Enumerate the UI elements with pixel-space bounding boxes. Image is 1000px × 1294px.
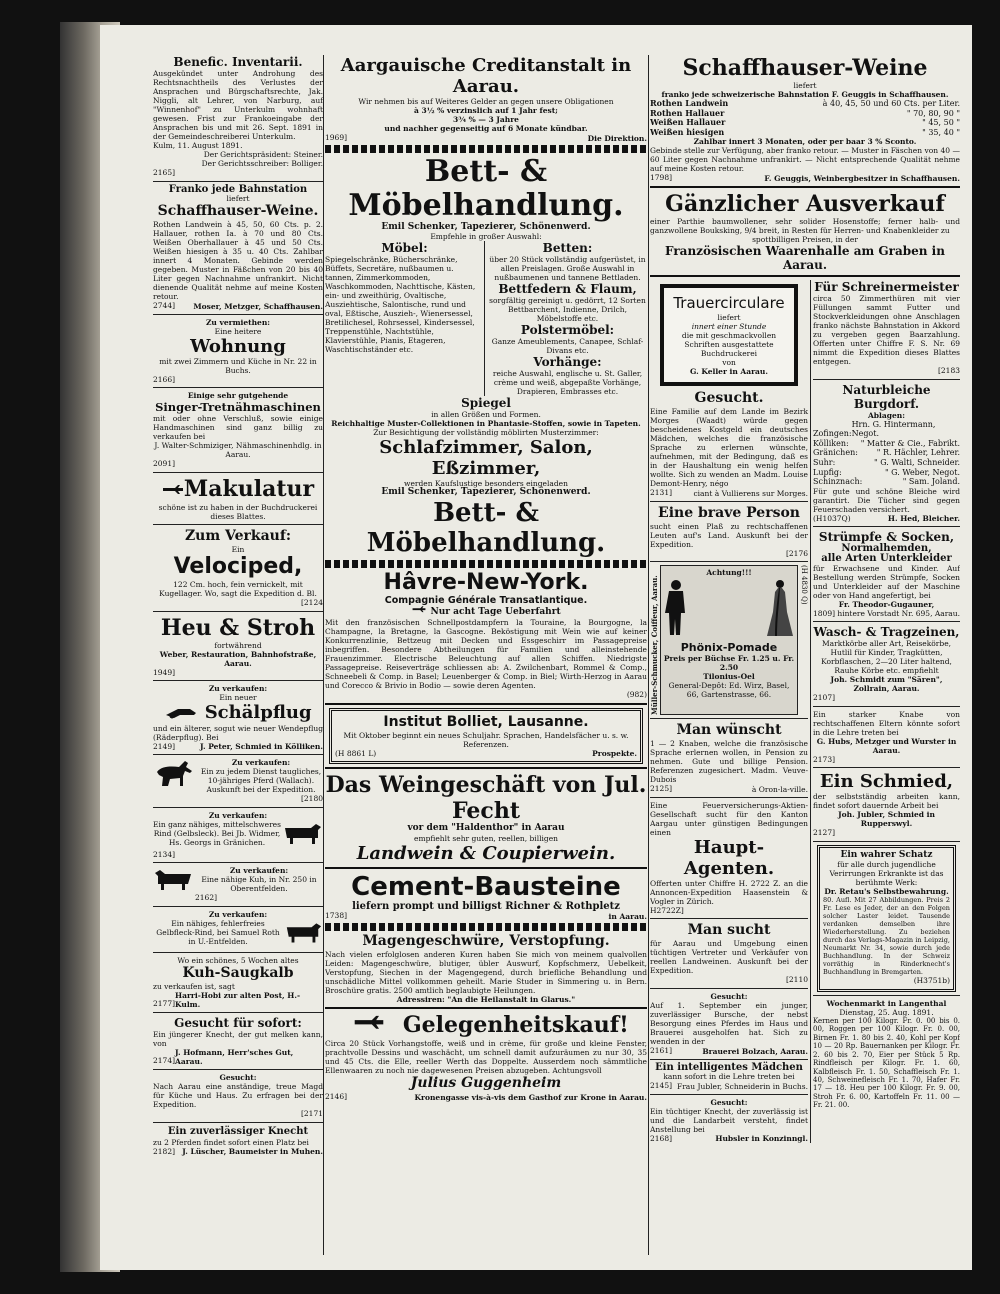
ad-phoenix-pomade: Müller-Schmucker, Coiffeur, Aarau. Achtung!!! Phönix-Pomade Preis per Büchse Fr. 1.25 u. Fr. 2.50 Tilonius-Oel General-Depôt: Ed. Wirz, Basel, 66, Gartenstrasse, 66. (H 4830 Q) (650, 565, 808, 716)
depot-list (813, 420, 960, 487)
ad-schmied: Ein Schmied, der selbstständig arbeiten kann, findet sofort dauernde Arbeit bei Joh. Jubler, Schmied in Rupperswyl. 2127] (813, 771, 960, 838)
market-report-langenthal: Wochenmarkt in Langenthal Dienstag, 25. Aug. 1891. Kernen per 100 Kilogr. Fr. 0. 00 bis 0. 00, Roggen per 100 Kilogr. Fr. 0. 00, Birnen Fr. 1. 80 bis 2. 40, Kohl per Kopf 10 — 20 Rp. Bauernanken per Kilogr. Fr. 2. 60 bis 2. 70, Eier per Stück 5 Rp. Rindfleisch per Kilogr. Fr. 1. 60, Kalbfleisch Fr. 1. 50, Schaffleisch Fr. 1. 40, Schweinefleisch Fr. 1. 70, Hafer Fr. 17 — 18. Heu per 100 Kilogr. Fr. 9. 00, Stroh Fr. 6. 00, Kartoffeln Fr. 11. 00 — Fr. 21. 00. (813, 999, 960, 1110)
ad-brave-person: Eine brave Person sucht einen Plaß zu rechtschaffenen Leuten auf's Land. Auskunft bei der Expedition. [2176 (650, 504, 808, 558)
ad-singer-naehmaschinen: Einige sehr gutgehende Singer-Tretnähmaschinen mit oder ohne Verschluß, sowie einige Handmaschinen sind ganz billig zu verkaufen bei J. Walter-Schmiziger, Nähmaschinenhdlg. in Aarau. 2091] (153, 391, 323, 469)
item-label: Gränichen: (813, 448, 858, 458)
ad-knecht-pferde: Ein zuverlässiger Knecht zu 2 Pferden findet sofort einen Platz bei 2182] J. Lüscher, Baumeister in Muhen. (153, 1125, 323, 1157)
ornament-band (325, 923, 647, 931)
item-label: Rothen Hallauer (650, 107, 725, 118)
column-right (650, 55, 960, 1143)
ornament-band (325, 560, 647, 568)
cow-icon (153, 866, 195, 903)
item-value: " 70, 80, 90 " (906, 108, 960, 118)
list-item (813, 439, 960, 449)
item-value: " R. Hächler, Lehrer. (876, 448, 960, 458)
ad-man-wuenscht: Man wünscht 1 — 2 Knaben, welche die französische Sprache erlernen wollen, in Pension zu nehmen. Gute und billige Pension. Referenzen zugesichert. Madm. Veuve-Dubois 2125] à Oron-la-ville. (650, 722, 808, 794)
item-label: Weißen hiesigen (650, 126, 725, 137)
column-middle (325, 55, 647, 1102)
cow-icon (281, 820, 323, 850)
horse-icon (153, 758, 197, 804)
man-figure-icon (663, 577, 689, 641)
item-label: Zofingen: (813, 429, 852, 439)
list-item (813, 468, 960, 478)
ad-wahrer-schatz: Ein wahrer Schatz für alle durch jugendliche Verirrungen Erkrankte ist das berühmte Werk: Dr. Retau's Selbstbewahrung. 80. Aufl. Mit 27 Abbildungen. Preis 2 Fr. Lese es Jeder, der an den Folgen solcher Laster leidet. Tausende verdanken demselben ihre Wiederherstellung. Zu beziehen durch das Verlags-Magazin in Leipzig, Neumarkt Nr. 34, sowie durch jede Buchhandlung. In der Schweiz vorräthig in Rinderknecht's Buchhandlung in Bremgarten. (H3751b) (817, 845, 956, 992)
wine-price-list (650, 99, 960, 137)
pointing-hand-icon (162, 477, 184, 503)
ad-bett-moebelhandlung: Bett- & Möbelhandlung. Emil Schenker, Tapezierer, Schönenwerd. Empfehle in großer Auswahl: Möbel: Spiegelschränke, Bücherschränke, Büffets, Secretäre, nußbaumen u. tannen, Zimmerkommoden, Waschkommoden, Nachttische, Kästen, ein- und zweithürig, Ovaltische, Ausziehtische, Salontische, rund und oval, Eßtische, Auszieh-, Wienersessel, Bretilichesel, Rohrsessel, Kindersessel, Treppenstühle, Nachtstühle, Klavierstühle, Pianis, Etageren, Waschtischständer etc. Betten: über 20 Stück vollständig aufgerüstet, in allen Preislagen. Große Auswahl in nußbaumenen und tannene Bettladen. Bettfedern & Flaum, sorgfältig gereinigt u. gedörrt, 12 Sorten Bettbarchent, Indienne, Drilch, Möbelstoffe etc. Polstermöbel: Ganze Ameublements, Canapee, Schlaf-Divans etc. Vorhänge: reiche Auswahl, englische u. St. Galler, crème und weiß, abgepaßte Vorhänge, Drapieren, Embrasses etc. Spiegel in allen Größen und Formen. Reichhaltige Muster-Collektionen in Phantasie-Stoffen, sowie in Tapeten. Zur Besichtigung der vollständig möblirten Musterzimmer: Schlafzimmer, Salon, Eßzimmer, werden Kaufslustige besonders eingeladen Emil Schenker, Tapezierer, Schönenwerd. Bett- & Möbelhandlung. (325, 153, 646, 558)
ad-benefic-inventarii: Benefic. Inventarii. Ausgekündet unter Androhung des Rechtsnachtheils des Verlustes der Ansprachen und Bürgschaftsrechte, Jak. Niggli, alt Lehrer, von Narburg, auf "Winnenhof" zu Unterkulm wohnhaft gewesen. Frist zur Frankoeingabe der Ansprachen bis und mit 26. Sept. 1891 in der Gemeindeschreiberei Unterkulm. Kulm, 11. August 1891. Der Gerichtspräsident: Steiner. Der Gerichtsschreiber: Bolliger. 2165] (153, 55, 323, 177)
ad-franko-bahnstation: Franko jede Bahnstation liefert Schaffhauser-Weine. Rothen Landwein à 45, 50, 60 Cts. p. 2. Hallauer, rothen Ia. à 70 und 80 Cts. Weißen Oberhallauer à 45 und 50 Cts. Weißen hiesigen à 35 u. 40 Cts. Zahlbar innert 4 Monaten. Gebinde werden gegeben. Muster in Fäßchen von 20 bis 40 Liter gegen Nachnahme unfrankirt. Nicht dienende Qualität nehme auf meine Kosten retour. 2744] Moser, Metzger, Schaffhausen. (153, 183, 323, 311)
item-value: à 40, 45, 50 und 60 Cts. per Liter. (822, 99, 960, 108)
column-rule (648, 55, 649, 1255)
item-value: " G. Walti, Schneider. (873, 457, 960, 467)
ad-haupt-agenten: Eine Feuerversicherungs-Aktien-Gesellschaft sucht für den Kanton Aargau unter günstigen Bedingungen einen Haupt-Agenten. Offerten unter Chiffre H. 2722 Z. an die Annoncen-Expedition Haasenstein & Vogler in Zürich. H2722Z] (650, 800, 808, 915)
ad-kuh-saugkalb: Wo ein schönes, 5 Wochen altes Kuh-Saugkalb zu verkaufen ist, sagt 2177] Harri-Hobi zur alten Post, H.-Kulm. (153, 956, 301, 1010)
ad-gesucht-familie: Gesucht. Eine Familie auf dem Lande im Bezirk Morges (Waadt) würde gegen bescheidenes Kostgeld ein deutsches Mädchen, welches die französische Sprache zu erlernen wünschte, aufnehmen, mit der Bedingung, daß es in der Haushaltung ein wenig helfen wollte. Sich zu wenden an Madm. Louise Demont-Henry, négo 2131] ciant à Vullierens sur Morges. (650, 389, 808, 498)
ad-schaelpflug: Zu verkaufen: Ein neuer Schälpflug und ein älterer, sogut wie neuer Wendepflug (Räderpflug). Bei 2149] J. Peter, Schmied in Kölliken. (153, 684, 323, 752)
list-item (813, 458, 960, 468)
woman-figure-icon (765, 577, 795, 641)
ad-wasch-tragzeinen: Wasch- & Tragzeinen, Marktkörbe aller Art, Reisekörbe, Hutlil für Kinder, Tragkütten, Korbflaschen, 2—20 Liter haltend, Rauhe Körbe etc. empfiehlt Joh. Schmidt zum "Sären", Zollrain, Aarau. 2107] (813, 625, 960, 703)
newspaper-page (100, 25, 972, 1270)
ad-magd: Gesucht: Nach Aarau eine anständige, treue Magd für Küche und Haus. Zu erfragen bei der Expedition. [2171 (153, 1073, 323, 1119)
ad-gesucht-bursche: Gesucht: Auf 1. September ein junger, zuverlässiger Bursche, der nebst Besorgung eines Pferdes im Haus und Brauerei ausgeholfen hat. Sich zu wenden in der 2161] Brauerei Bolzach, Aarau. (650, 991, 808, 1056)
column-left (153, 55, 323, 1156)
ad-schreinermeister: Für Schreinermeister circa 50 Zimmerthüren mit vier Füllungen sammt Futter und Stockverkleidungen ohne Anschlagen franko nächste Bahnstation in Akkord zu vergeben gegen Baarzahlung. Offerten unter Chiffre F. S. Nr. 69 nimmt die Expedition dieses Blattes entgegen. [2183 (813, 279, 960, 375)
ad-weingeschaeft-fecht: Das Weingeschäft von Jul. Fecht vor dem "Haldenthor" in Aarau empfiehlt sehr guten, reellen, billigen Landwein & Coupierwein. (325, 772, 647, 864)
item-label: Rothen Landwein (650, 98, 729, 108)
list-item (650, 128, 960, 138)
ad-gesucht-knecht: Gesucht: Ein tüchtiger Knecht, der zuverlässig ist und die Landarbeit versteht, findet Anstellung bei 2168] Hubsler in Konzinngl. (650, 1097, 808, 1144)
ad-kuh: Zu verkaufen: Eine nähige Kuh, in Nr. 250 in Oberentfelden. 2162] (153, 866, 323, 903)
item-label: Suhr: (813, 457, 836, 467)
ad-wohnung: Zu vermiethen: Eine heitere Wohnung mit zwei Zimmern und Küche in Nr. 22 in Buchs. 2166] (153, 317, 317, 384)
ad-naturbleiche: Naturbleiche Burgdorf. Ablagen: Zofingen: Hrn. G. Hintermann, Negot. Kölliken: " Matter & Cie., Fabrikt. Gränichen: " R. Hächler, Lehrer. Suhr: " G. Walti, Schneider. Lupfig: " G. Weber, Negot. Schinznach: " Sam. Joland. Für gute und schöne Bleiche wird garantirt. Die Tücher sind gegen Feuerschaden versichert. (H1037Q) H. Hed, Bleicher. (813, 382, 960, 524)
list-item (813, 477, 960, 487)
item-value: " Matter & Cie., Fabrikt. (860, 438, 960, 448)
column-rule (323, 55, 324, 1255)
cow-icon (283, 919, 323, 949)
item-value: " Sam. Joland. (902, 477, 960, 487)
ad-havre-new-york: Hâvre-New-York. Compagnie Générale Transatlantique. Nur acht Tage Ueberfahrt Mit den französischen Schnellpostdampfern la Touraine, la Bourgogne, la Champagne, la Bretagne, la Gascogne. Beköstigung mit Wein wie auf keiner Konkurrenzlinie, Bettzeug mit Decken und Essgeschirr im Passagepreise inbegriffen. Besondere Abtheilungen für Familien und alleinstehende Frauenzimmer. Electrische Beleuchtung auf allen Schiffen. Niedrigste Passagepreise. Reiseverträge schliessen ab: A. Zwilchenbart, Rommel & Comp., Schneebeli & Comp. in Basel; Leuenberger & Comp. in Biel; Wirth-Herzog in Aarau und Corecco & Brivio in Bodio — sowie deren Agenten. (982) (325, 569, 647, 699)
ornament-band (325, 145, 647, 153)
ad-knecht: Gesucht für sofort: Ein jüngerer Knecht, der gut melken kann, von 2174] J. Hofmann, Herr'sches Gut, Aarau. (153, 1016, 323, 1067)
list-item (813, 420, 960, 439)
ad-ausverkauf: Gänzlicher Ausverkauf einer Parthie baumwollener, sehr solider Hosenstoffe; ferner halb- und ganzwollene Bouksking, 9/4 breit, in Resten für Herren- und Knabenkleider zu spottbilligen Preisen, in der Französischen Waarenhalle am Graben in Aarau. (650, 190, 960, 272)
item-label: Schinznach: (813, 477, 863, 487)
item-label: Lupfig: (813, 467, 842, 477)
ad-magengeschwuere: Magengeschwüre, Verstopfung. Nach vielen erfolglosen anderen Kuren haben Sie mich von meinem qualvollen Leiden: Magengeschwüre, blutiger, übler Auswurf, Kopfschmerz, Uebelkeit, Verstopfung, Siechen in der Magengegend, durch briefliche Behandlung und unschädliche Mittel vollkommen geheilt. Marie Studer in Simmering u. in Bern. Broschüre gratis. 2500 amtlich beglaubigte Heilungen. Adressiren: "An die Heilanstalt in Glarus." (325, 932, 647, 1004)
ad-pferd: Zu verkaufen: Ein zu jedem Dienst taugliches, 10-jähriges Pferd (Wallach). Auskunft bei der Expedition. [2180 (153, 758, 323, 804)
ad-man-sucht: Man sucht für Aarau und Umgebung einen tüchtigen Vertreter und Verkäufer von reellen Landweinen. Auskunft bei der Expedition. [2110 (650, 922, 808, 985)
ad-institut-bolliet: Institut Bolliet, Lausanne. Mit Oktober beginnt ein neues Schuljahr. Sprachen, Handelsfächer u. s. w. Referenzen. (H 8861 L) Prospekte. (329, 708, 643, 765)
ad-creditanstalt: Aargauische Creditanstalt in Aarau. Wir nehmen bis auf Weiteres Gelder an gegen unsere Obligationen à 3½ % verzinslich auf 1 Jahr fest; 3¾ % — 3 Jahre und nachher gegenseitig auf 6 Monate kündbar. 1969] Die Direktion. (325, 55, 647, 143)
ad-knabe-lehre: Ein starker Knabe von rechtschaffenen Eltern könnte sofort in die Lehre treten bei G. Hubs, Metzger und Wurster in Aarau. 2173] (813, 709, 960, 764)
ad-struempfe-socken: Strümpfe & Socken, Normalhemden, alle Arten Unterkleider für Erwachsene und Kinder. Auf Bestellung werden Strümpfe, Socken und Unterkleider auf der Maschine oder von Hand angefertigt, bei Fr. Theodor-Gugauner, 1809] hintere Vorstadt Nr. 695, Aarau. (813, 530, 960, 619)
pointing-hand-icon (411, 605, 427, 618)
ad-gelbfleck-rind: Zu verkaufen: Ein nähiges, fehlerfreies Gelbfleck-Rind, bei Samuel Roth in U.-Entfelden. (153, 910, 323, 949)
pointing-hand-icon (343, 1013, 395, 1039)
item-value: " 35, 40 " (922, 127, 960, 137)
ad-makulatur: Makulatur schöne ist zu haben in der Buchdruckerei dieses Blattes. (158, 475, 318, 521)
ad-schaffhauser-weine: Schaffhauser-Weine liefert franko jede schweizerische Bahnstation F. Geuggis in Schaffhausen. Rothen Landwein à 40, 45, 50 und 60 Cts. per Liter. Rothen Hallauer " 70, 80, 90 " Weißen Hallauer " 45, 50 " Weißen hiesigen " 35, 40 " Zahlbar innert 3 Monaten, oder per baar 3 % Sconto. Gebinde stelle zur Verfügung, aber franko retour. — Muster in Fäschen von 40 — 60 Liter gegen Nachnahme unfrankirt. — Nicht entsprechende Qualität nehme auf meine Kosten retour. 1798] F. Geuggis, Weinbergbesitzer in Schaffhausen. (650, 55, 960, 183)
ad-rind: Zu verkaufen: Ein ganz nähiges, mittelschweres Rind (Gelbsleck). Bei Jb. Widmer, Hs. Georgs in Gränichen. 2134] (153, 811, 323, 860)
ad-maedchen: Ein intelligentes Mädchen kann sofort in die Lehre treten bei 2145] Frau Jubler, Schneiderin in Buchs. (650, 1061, 808, 1091)
item-value: Hrn. G. Hintermann, Negot. (851, 419, 936, 439)
ad-gelegenheitskauf: Gelegenheitskauf! Circa 20 Stück Vorhangstoffe, weiß und in crème, für große und kleine Fenster, prachtvolle Dessins und waschächt, um schnell damit aufzuräumen zu nur 30, 35 und 45 Cts. die Elle, reeller Werth das Doppelte. Ausserdem noch sämmtliche Ellenwaaren zu noch nie dagewesenen Preisen abzugeben. Achtungsvoll Julius Guggenheim 2146] Kronengasse vis-à-vis dem Gasthof zur Krone in Aarau. (325, 1011, 647, 1102)
ad-velociped: Zum Verkauf: Ein Velociped, 122 Cm. hoch, fein vernickelt, mit Kugellager. Wo, sagt die Expedition d. Bl. [2124 (159, 527, 323, 607)
item-value: " 45, 50 " (922, 118, 960, 128)
list-item (813, 448, 960, 458)
ad-trauercirculare: Trauercirculare liefert innert einer Stunde die mit geschmackvollen Schriften ausgestattete Buchdruckerei von G. Keller in Aarau. (660, 284, 798, 386)
item-value: " G. Weber, Negot. (884, 467, 960, 477)
ad-heu-stroh: Heu & Stroh fortwährend Weber, Restauration, Bahnhofstraße, Aarau. 1949] (153, 614, 317, 677)
ad-cement-bausteine: Cement-Bausteine liefern prompt und billigst Richner & Rothpletz 1738] in Aarau. (325, 871, 647, 921)
item-label: Kölliken: (813, 438, 849, 448)
item-label: Weißen Hallauer (650, 117, 726, 128)
plough-icon (164, 703, 198, 724)
